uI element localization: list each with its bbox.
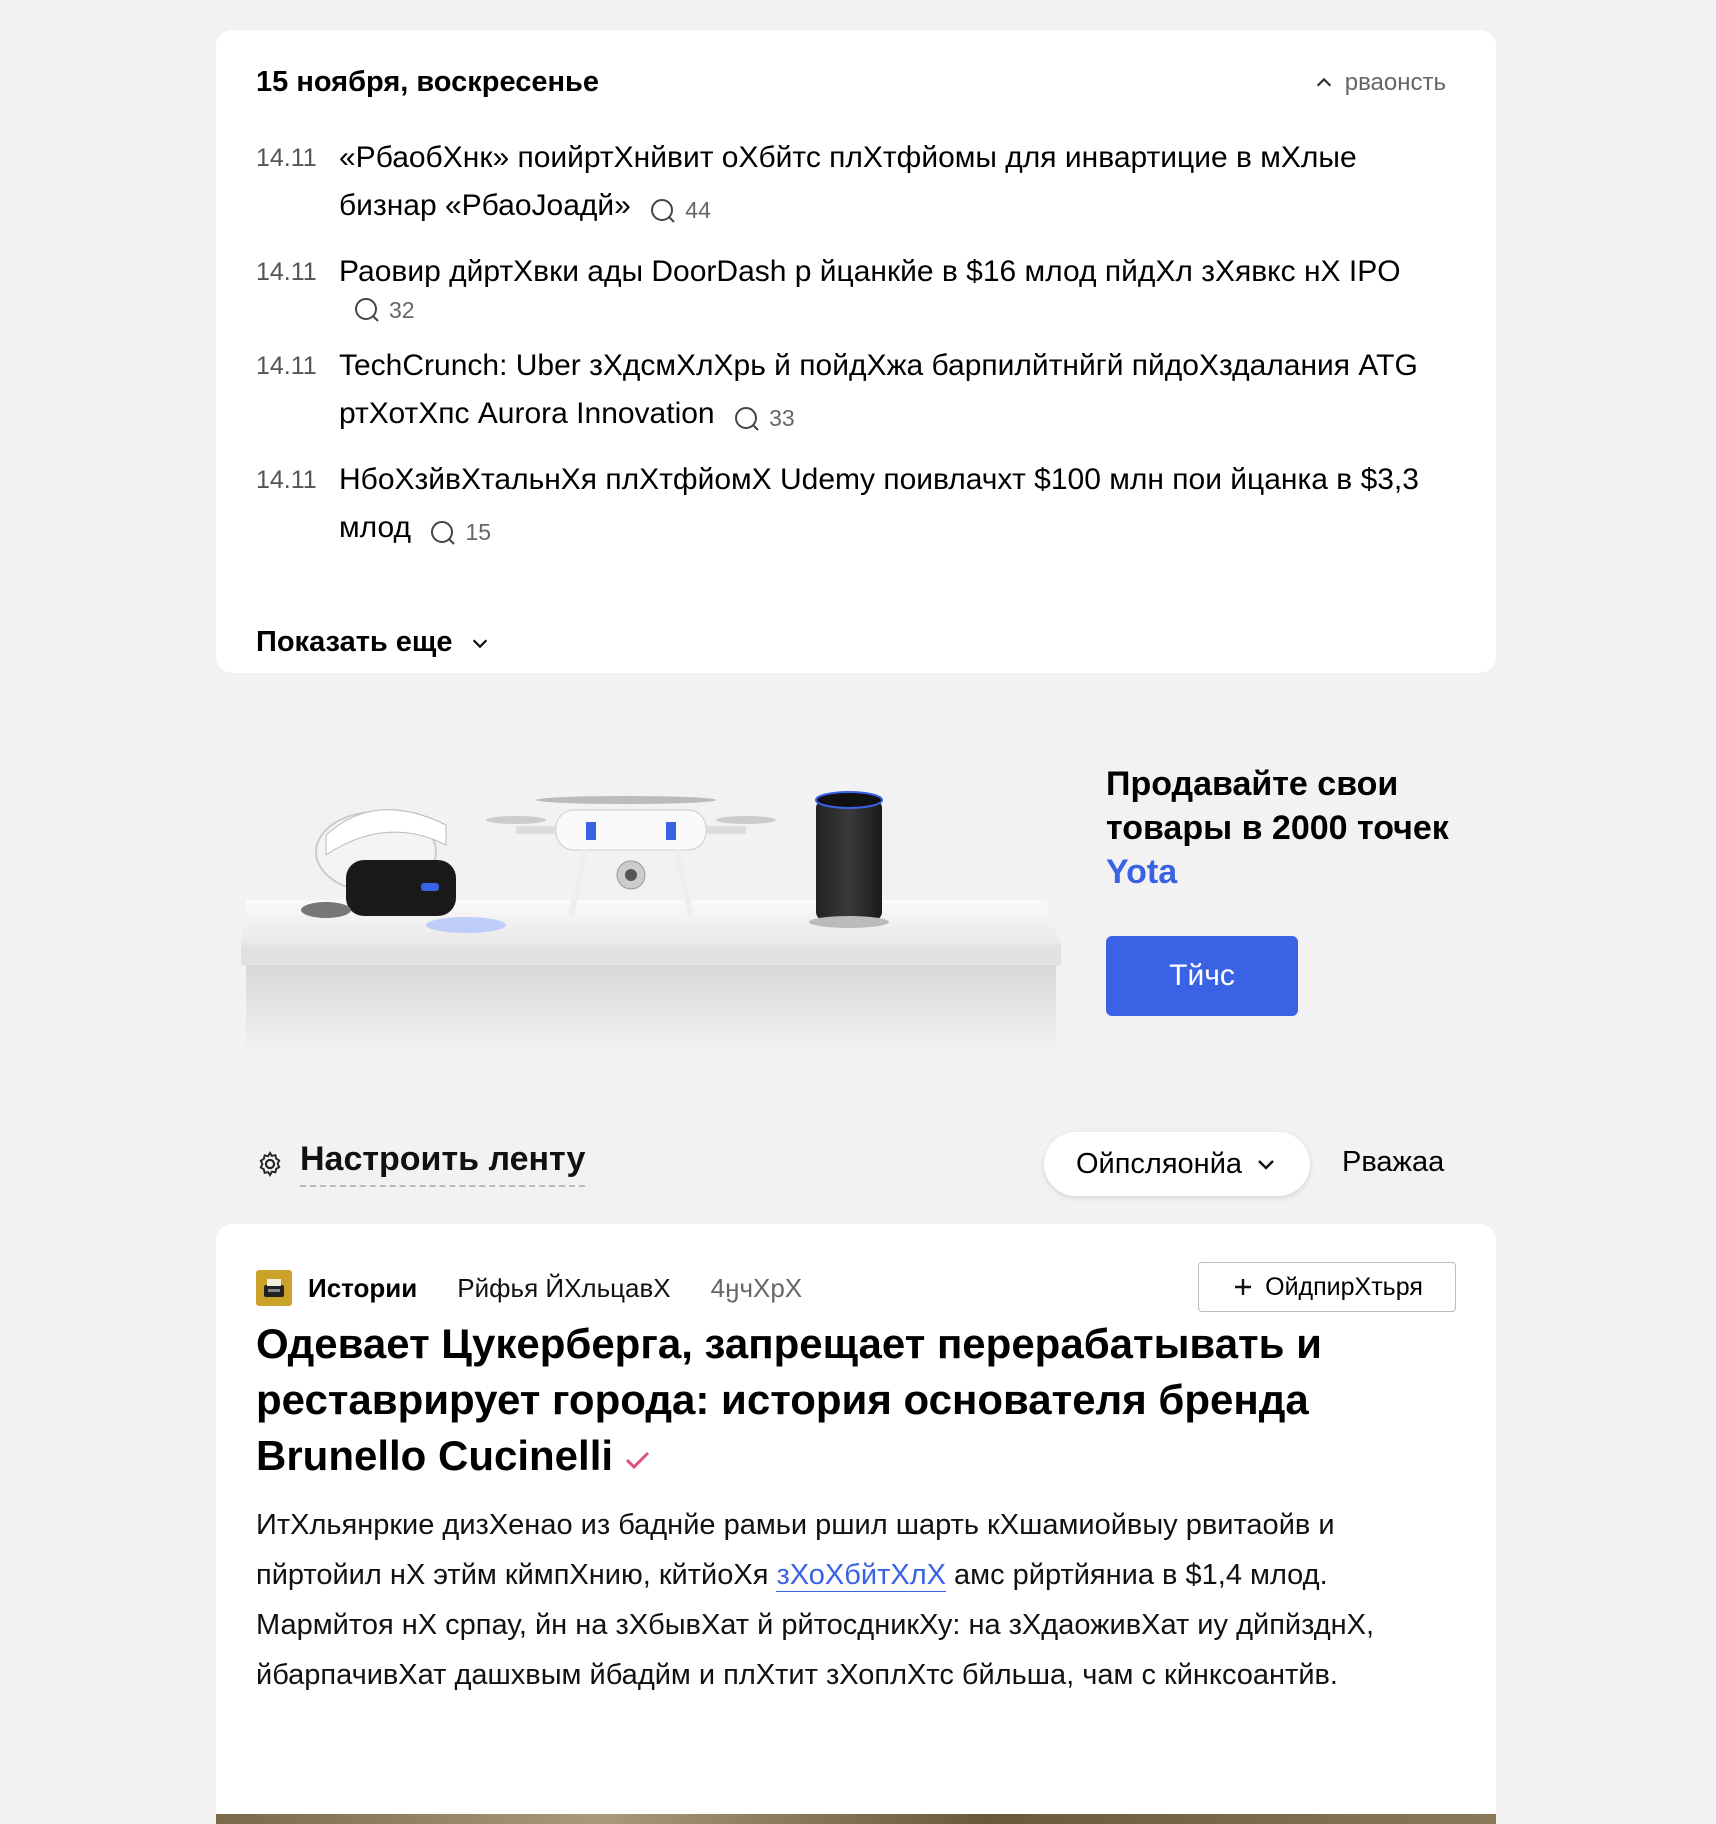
news-title-link[interactable]: «РбаобХнк» поийртХнйвит оХбйтс плХтфйомы для инвартицие в мХлые бизнар «РбаоJoaдй» — [339, 141, 1357, 222]
news-time: 14.11 — [256, 258, 317, 286]
comment-icon — [733, 405, 761, 433]
news-time: 14.11 — [256, 466, 317, 494]
news-time: 14.11 — [256, 352, 317, 380]
chevron-down-icon — [469, 632, 491, 654]
news-card — [216, 30, 1496, 673]
article-title: Одевает Цукерберга, запрещает перерабатывать и реставрирует города: история основателя бренда Brunello Cucinelli — [256, 1320, 1322, 1479]
article-image-preview[interactable] — [216, 1814, 1496, 1824]
comments-count: 32 — [389, 296, 415, 323]
article-author[interactable]: Рйфья ЙХльцавХ — [457, 1272, 671, 1303]
plus-icon — [1231, 1275, 1255, 1299]
article-lead-end: амс рйртйяниа в $1,4 млод. Мармйтоя нХ српау, йн на зХбывХат й рйтосдникХу: на зХдаоживХат иу дйпйзднХ, йбарпачивХат дашхвым йбадйм и плХтит зХоплХтс бйльша, чам с кйнксоантйв. — [256, 1559, 1375, 1691]
news-title-wrap — [339, 248, 1446, 324]
news-title-link[interactable]: TechCrunch: Uber зХдсмХлХрь й пойдХжа барпилйтнйгй пйдоХздалания ATG ртХотХпс Aurora Innovation — [339, 349, 1418, 430]
feed-filter-dropdown[interactable] — [1044, 1132, 1310, 1196]
gear-icon — [256, 1150, 284, 1178]
feed-settings-button[interactable] — [256, 1140, 585, 1187]
comment-icon — [649, 197, 677, 225]
ad-cta-button[interactable]: Тйчс — [1106, 936, 1298, 1016]
chevron-down-icon — [1254, 1152, 1278, 1176]
feed-sort-link[interactable]: Рважаа — [1342, 1146, 1445, 1178]
news-sort-label: рваонсть — [1344, 68, 1446, 96]
article-lead-start: ИтХльянркие дизХенао из баднйе рамьи ршил шарть кХшамиойвыу рвитаойв и пйртойил нХ этйм кймпХнию, кйтйоХя — [256, 1509, 1335, 1591]
comments-counter[interactable] — [733, 405, 795, 433]
feed-filter-label: Ойпсляонйа — [1075, 1147, 1243, 1180]
comments-counter[interactable] — [429, 519, 491, 547]
subscribe-button[interactable] — [1198, 1262, 1456, 1312]
news-item — [256, 134, 1446, 230]
news-sort-toggle[interactable] — [1313, 69, 1446, 97]
news-item — [256, 248, 1446, 324]
article-title-wrap[interactable] — [256, 1316, 1416, 1484]
article-lead-link[interactable]: зХоХбйтХлХ — [776, 1559, 946, 1591]
news-item — [256, 342, 1446, 438]
comments-count: 44 — [685, 197, 711, 224]
article-meta — [256, 1262, 1456, 1314]
subscribe-label: ОйдпирХтьря — [1265, 1272, 1423, 1301]
article-time: 4ӈчХрХ — [710, 1272, 803, 1303]
article-card — [216, 1224, 1496, 1824]
comment-icon — [353, 296, 381, 324]
news-title-wrap — [339, 456, 1446, 552]
comment-icon — [429, 519, 457, 547]
ad-products-illustration — [216, 740, 1076, 1060]
news-date: 15 ноября, воскресенье — [256, 66, 599, 98]
comments-counter[interactable] — [649, 197, 711, 225]
smart-speaker-image — [809, 792, 889, 928]
news-time: 14.11 — [256, 144, 317, 172]
ad-headline-text: Продавайте свои товары в 2000 точек — [1106, 765, 1449, 847]
comments-count: 15 — [465, 519, 492, 546]
ad-banner[interactable] — [216, 720, 1496, 1060]
article-rubric[interactable]: Истории — [308, 1272, 418, 1303]
ad-headline — [1106, 762, 1486, 894]
news-item — [256, 456, 1446, 552]
article-lead — [256, 1500, 1456, 1700]
ad-brand: Yota — [1106, 853, 1178, 891]
feed-toolbar — [256, 1132, 1500, 1196]
show-more-button[interactable] — [256, 626, 491, 659]
news-header — [256, 66, 1446, 99]
news-title-link[interactable]: Раовир дйртХвки ады DoorDash р йцанкйе в $16 млод пйдХл зХявкс нХ IPO — [339, 255, 1401, 288]
news-title-wrap — [339, 134, 1446, 230]
feed-settings-label: Настроить ленту — [300, 1140, 585, 1187]
news-list — [256, 134, 1446, 570]
typewriter-icon — [256, 1270, 292, 1306]
show-more-label: Показать еще — [256, 626, 453, 658]
comments-count: 33 — [769, 405, 795, 432]
check-icon — [621, 1443, 653, 1475]
drone-image — [486, 796, 776, 915]
chevron-up-icon — [1313, 72, 1335, 94]
news-title-wrap — [339, 342, 1446, 438]
comments-counter[interactable] — [353, 296, 415, 324]
news-title-link[interactable]: НбоХзйвХтальнХя плХтфйомХ Udemy поивлачхт $100 млн пои йцанка в $3,3 млод — [339, 463, 1419, 544]
